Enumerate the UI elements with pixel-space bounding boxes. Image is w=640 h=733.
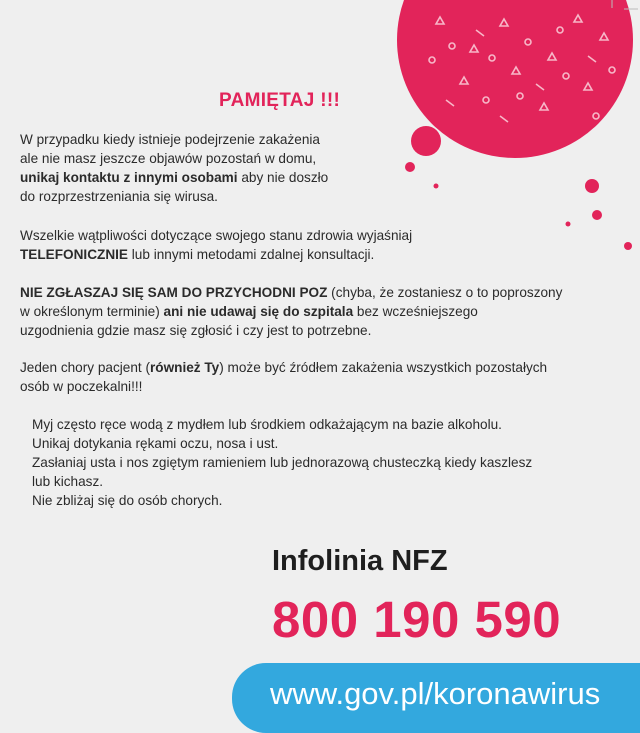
text-fragment: lub innymi metodami zdalnej konsultacji. <box>128 247 375 262</box>
text-line <box>20 245 580 264</box>
bold-text: ani nie udawaj się do szpitala <box>163 304 354 319</box>
text-line: osób w poczekalni!!! <box>20 379 143 394</box>
list-item: Nie zbliżaj się do osób chorych. <box>32 493 223 508</box>
bold-text: NIE ZGŁASZAJ SIĘ SAM DO PRZYCHODNI POZ <box>20 285 328 300</box>
paragraph-infection-source <box>20 358 580 396</box>
text-line <box>20 358 580 377</box>
text-line <box>20 283 580 302</box>
text-fragment: aby nie doszło <box>237 170 329 185</box>
paragraph-stay-home <box>20 130 580 206</box>
bold-text: również Ty <box>149 360 220 375</box>
text-line <box>20 302 580 321</box>
hotline-label: Infolinia NFZ <box>272 545 448 577</box>
page-title: PAMIĘTAJ !!! <box>219 90 341 111</box>
virus-particle <box>585 179 599 193</box>
text-line: W przypadku kiedy istnieje podejrzenie zakażenia <box>20 132 320 147</box>
text-line: ale nie masz jeszcze objawów pozostań w domu, <box>20 151 317 166</box>
text-fragment: Jeden chory pacjent ( <box>20 360 150 375</box>
text-fragment: ) może być źródłem zakażenia wszystkich pozostałych <box>219 360 548 375</box>
text-fragment: bez wcześniejszego <box>353 304 478 319</box>
text-fragment: (chyba, że zostaniesz o to poproszony <box>327 285 563 300</box>
bold-text: TELEFONICZNIE <box>20 247 128 262</box>
paragraph-phone-consult <box>20 226 580 264</box>
bold-text: unikaj kontaktu z innymi osobami <box>20 170 238 185</box>
text-line: do rozprzestrzeniania się wirusa. <box>20 189 218 204</box>
virus-particle <box>592 210 602 220</box>
virus-particle <box>624 242 632 250</box>
list-item: Unikaj dotykania rękami oczu, nosa i ust. <box>32 436 279 451</box>
list-item: lub kichasz. <box>32 474 104 489</box>
list-item: Myj często ręce wodą z mydłem lub środkiem odkażającym na bazie alkoholu. <box>32 417 502 432</box>
list-item: Zasłaniaj usta i nos zgiętym ramieniem lub jednorazową chusteczką kiedy kaszlesz <box>32 455 533 470</box>
text-fragment: w określonym terminie) <box>20 304 164 319</box>
hotline-number: 800 190 590 <box>272 591 562 648</box>
text-line: uzgodnienia gdzie masz się zgłosić i czy jest to potrzebne. <box>20 323 372 338</box>
paragraph-no-clinic <box>20 283 580 340</box>
text-line <box>20 168 580 187</box>
tips-list <box>32 415 592 510</box>
website-link[interactable]: www.gov.pl/koronawirus <box>270 676 601 711</box>
website-banner <box>232 663 640 733</box>
text-line: Wszelkie wątpliwości dotyczące swojego stanu zdrowia wyjaśniaj <box>20 228 413 243</box>
